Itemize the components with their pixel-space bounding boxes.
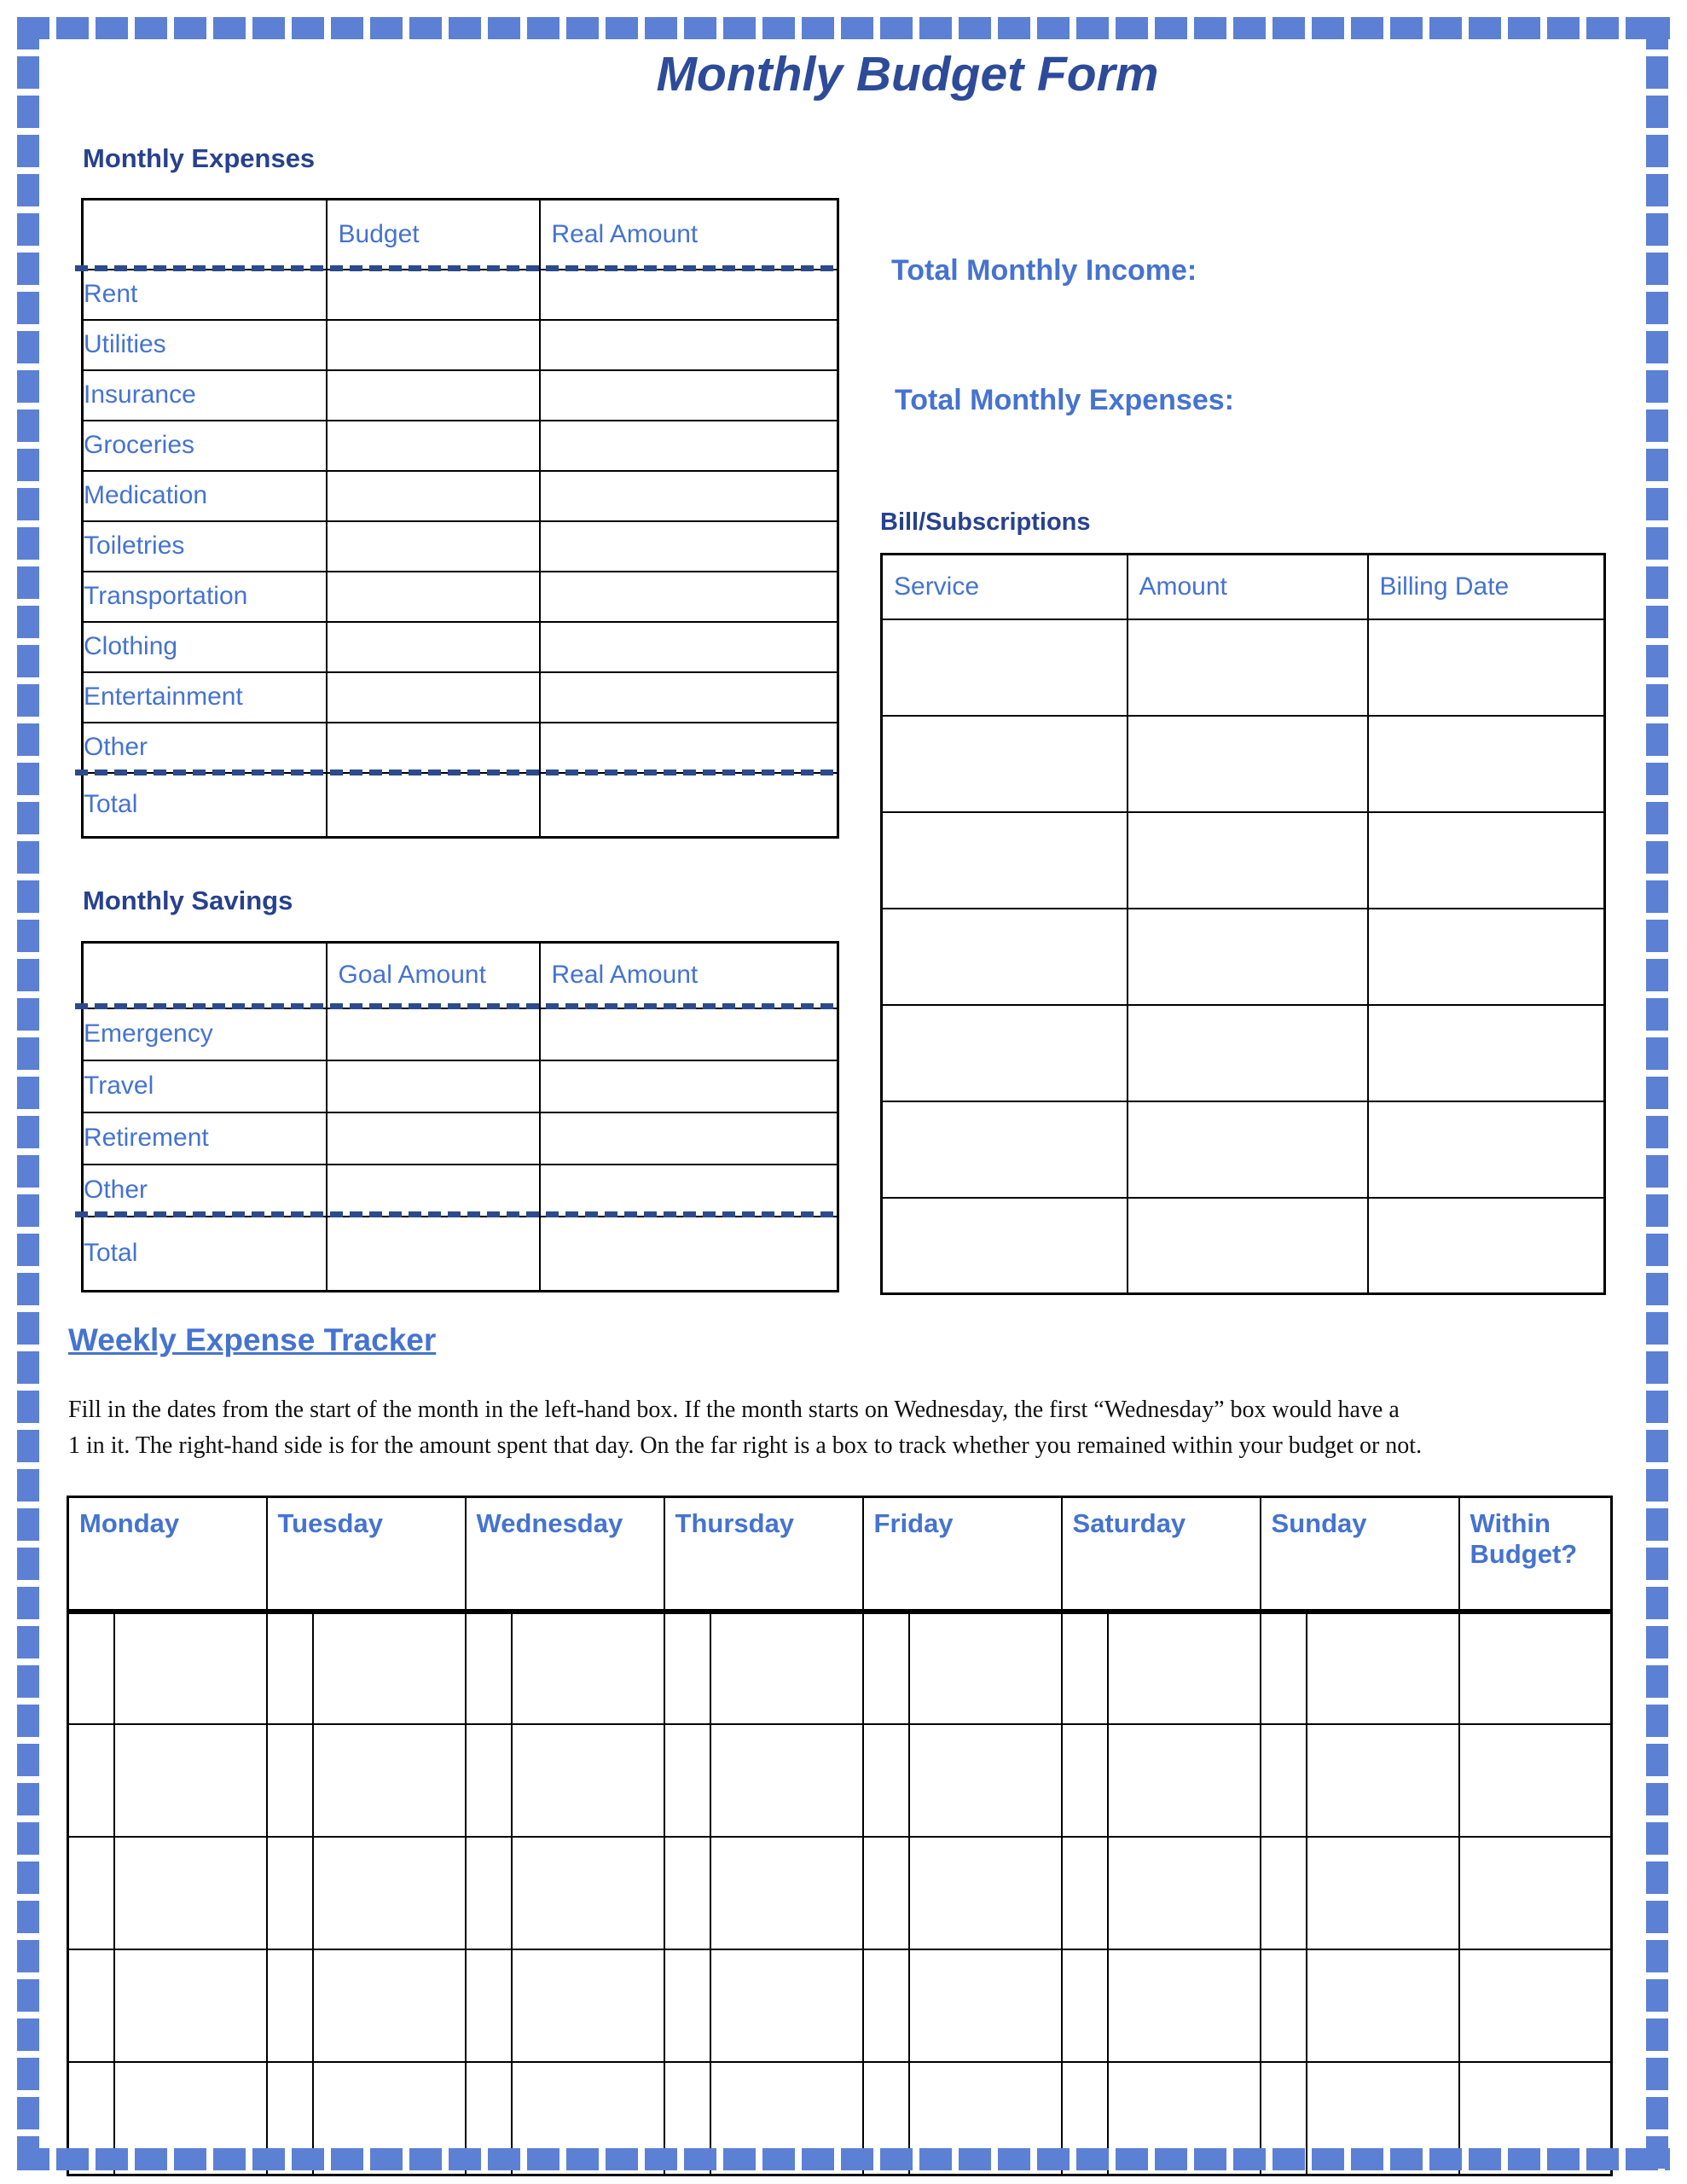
- saving-row: [83, 1008, 838, 1060]
- monthly-expenses-heading: Monthly Expenses: [83, 143, 316, 173]
- tracker-date-cell[interactable]: [1062, 1724, 1108, 1837]
- tracker-amount-cell[interactable]: [313, 1949, 466, 2062]
- tracker-within-budget-cell[interactable]: [1459, 1949, 1612, 2062]
- expense-budget-cell[interactable]: [327, 672, 540, 723]
- tracker-date-cell[interactable]: [267, 1612, 313, 1724]
- savings-header-row: [83, 943, 838, 1008]
- expense-real-amount-cell[interactable]: [540, 521, 838, 572]
- tracker-within-budget-header: Within Budget?: [1459, 1497, 1612, 1612]
- tracker-week-row: [68, 1724, 1612, 1837]
- tracker-date-cell[interactable]: [68, 1949, 114, 2062]
- tracker-amount-cell[interactable]: [909, 1724, 1062, 1837]
- bill-amount-cell[interactable]: [1128, 619, 1368, 716]
- tracker-amount-cell[interactable]: [313, 1612, 466, 1724]
- saving-goal-amount-cell[interactable]: [327, 1112, 540, 1165]
- tracker-week-row: [68, 1837, 1612, 1949]
- expense-row: [83, 521, 838, 572]
- expense-real-amount-cell[interactable]: [540, 370, 838, 421]
- tracker-amount-cell[interactable]: [114, 1837, 267, 1949]
- bills-amount-column-header: Amount: [1128, 555, 1368, 619]
- total-monthly-income-label: Total Monthly Income:: [891, 254, 1197, 287]
- bill-billing-date-cell[interactable]: [1368, 812, 1605, 909]
- weekly-expense-tracker-heading: Weekly Expense Tracker: [68, 1322, 437, 1357]
- expense-real-amount-cell[interactable]: [540, 572, 838, 622]
- tracker-amount-cell[interactable]: [1108, 1724, 1261, 1837]
- monthly-expenses-table: [81, 198, 839, 839]
- expense-real-amount-cell[interactable]: [540, 320, 838, 370]
- expense-row: [83, 572, 838, 622]
- savings-goal-amount-column-header: Goal Amount: [327, 943, 540, 1008]
- monthly-savings-table: [81, 941, 839, 1292]
- expense-category-label: Other: [83, 723, 327, 773]
- tracker-amount-cell[interactable]: [710, 1837, 863, 1949]
- expense-category-label: Toiletries: [83, 521, 327, 572]
- bill-service-cell[interactable]: [882, 619, 1128, 716]
- expense-budget-cell[interactable]: [327, 471, 540, 521]
- expense-category-label: Transportation: [83, 572, 327, 622]
- saving-category-label: Travel: [83, 1060, 327, 1112]
- bill-row: [882, 812, 1605, 909]
- expense-budget-cell[interactable]: [327, 723, 540, 773]
- weekly-expense-tracker-table: [67, 1496, 1613, 2176]
- bill-billing-date-cell[interactable]: [1368, 716, 1605, 812]
- dashed-page-border-left: [17, 17, 39, 2170]
- bill-subscriptions-table: [880, 553, 1606, 1295]
- saving-goal-amount-cell[interactable]: [327, 1165, 540, 1217]
- tracker-within-budget-cell[interactable]: [1459, 1612, 1612, 1724]
- tracker-amount-cell[interactable]: [114, 1612, 267, 1724]
- bill-amount-cell[interactable]: [1128, 1101, 1368, 1198]
- tracker-date-cell[interactable]: [267, 1724, 313, 1837]
- tracker-week-row: [68, 1949, 1612, 2062]
- saving-real-amount-cell[interactable]: [540, 1008, 838, 1060]
- expense-real-amount-cell[interactable]: [540, 471, 838, 521]
- tracker-date-cell[interactable]: [466, 1724, 512, 1837]
- expense-real-amount-cell[interactable]: [540, 622, 838, 672]
- expense-category-label: Groceries: [83, 421, 327, 471]
- expenses-total-row: [83, 773, 838, 838]
- tracker-amount-cell[interactable]: [909, 1612, 1062, 1724]
- tracker-amount-cell[interactable]: [1307, 1837, 1459, 1949]
- tracker-instructions: [68, 1392, 1595, 1464]
- saving-real-amount-cell[interactable]: [540, 1165, 838, 1217]
- tracker-amount-cell[interactable]: [710, 1949, 863, 2062]
- bill-service-cell[interactable]: [882, 1198, 1128, 1294]
- tracker-amount-cell[interactable]: [1307, 1612, 1459, 1724]
- expenses-budget-column-header: Budget: [327, 200, 540, 270]
- tracker-day-header-wednesday: Wednesday: [466, 1497, 664, 1612]
- expense-row: [83, 270, 838, 320]
- bill-billing-date-cell[interactable]: [1368, 619, 1605, 716]
- tracker-amount-cell[interactable]: [512, 1612, 664, 1724]
- tracker-date-cell[interactable]: [664, 1724, 710, 1837]
- bill-amount-cell[interactable]: [1128, 716, 1368, 812]
- saving-row: [83, 1060, 838, 1112]
- saving-row: [83, 1112, 838, 1165]
- expense-budget-cell[interactable]: [327, 270, 540, 320]
- tracker-date-cell[interactable]: [1261, 1724, 1307, 1837]
- tracker-date-cell[interactable]: [664, 1949, 710, 2062]
- tracker-day-header-thursday: Thursday: [664, 1497, 863, 1612]
- bill-subscriptions-heading: Bill/Subscriptions: [880, 508, 1091, 536]
- tracker-date-cell[interactable]: [1062, 1949, 1108, 2062]
- tracker-amount-cell[interactable]: [512, 1949, 664, 2062]
- savings-corner-cell: [83, 943, 327, 1008]
- expense-budget-cell[interactable]: [327, 521, 540, 572]
- savings-header-dashed-line: [75, 1003, 840, 1009]
- tracker-amount-cell[interactable]: [909, 1949, 1062, 2062]
- tracker-date-cell[interactable]: [267, 1949, 313, 2062]
- saving-category-label: Other: [83, 1165, 327, 1217]
- tracker-date-cell[interactable]: [863, 1724, 909, 1837]
- expense-category-label: Clothing: [83, 622, 327, 672]
- tracker-instructions-line1: Fill in the dates from the start of the month in the left-hand box. If the month starts on Wednesday, the first “Wednesday” box would have a: [68, 1397, 1400, 1423]
- tracker-within-budget-cell[interactable]: [1459, 1724, 1612, 1837]
- tracker-amount-cell[interactable]: [313, 1724, 466, 1837]
- tracker-amount-cell[interactable]: [114, 1724, 267, 1837]
- bill-billing-date-cell[interactable]: [1368, 1005, 1605, 1101]
- bill-service-cell[interactable]: [882, 1005, 1128, 1101]
- tracker-date-cell[interactable]: [68, 1724, 114, 1837]
- tracker-week-row: [68, 1612, 1612, 1724]
- expense-row: [83, 320, 838, 370]
- expense-real-amount-cell[interactable]: [540, 270, 838, 320]
- bill-amount-cell[interactable]: [1128, 909, 1368, 1005]
- expense-budget-cell[interactable]: [327, 572, 540, 622]
- bills-header-row: [882, 555, 1605, 619]
- expenses-total-budget-cell[interactable]: [327, 773, 540, 838]
- saving-real-amount-cell[interactable]: [540, 1112, 838, 1165]
- expense-real-amount-cell[interactable]: [540, 672, 838, 723]
- saving-real-amount-cell[interactable]: [540, 1060, 838, 1112]
- tracker-day-header-monday: Monday: [68, 1497, 267, 1612]
- tracker-header-row: [68, 1497, 1612, 1612]
- expense-category-label: Insurance: [83, 370, 327, 421]
- dashed-page-border-top: [17, 17, 1670, 39]
- bill-row: [882, 1005, 1605, 1101]
- expense-category-label: Rent: [83, 270, 327, 320]
- tracker-amount-cell[interactable]: [1307, 1724, 1459, 1837]
- bills-billing-date-column-header: Billing Date: [1368, 555, 1605, 619]
- page-title: Monthly Budget Form: [656, 47, 1159, 102]
- tracker-date-cell[interactable]: [68, 1837, 114, 1949]
- bill-amount-cell[interactable]: [1128, 1198, 1368, 1294]
- expenses-total-real-cell[interactable]: [540, 773, 838, 838]
- bill-row: [882, 619, 1605, 716]
- expense-real-amount-cell[interactable]: [540, 723, 838, 773]
- tracker-date-cell[interactable]: [664, 1612, 710, 1724]
- savings-real-amount-column-header: Real Amount: [540, 943, 838, 1008]
- tracker-date-cell[interactable]: [863, 1612, 909, 1724]
- expense-category-label: Medication: [83, 471, 327, 521]
- tracker-amount-cell[interactable]: [1307, 1949, 1459, 2062]
- bills-service-column-header: Service: [882, 555, 1128, 619]
- expenses-corner-cell: [83, 200, 327, 270]
- tracker-amount-cell[interactable]: [710, 1724, 863, 1837]
- expenses-total-dashed-line: [75, 770, 840, 775]
- tracker-date-cell[interactable]: [1261, 1612, 1307, 1724]
- savings-total-goal-cell[interactable]: [327, 1217, 540, 1292]
- saving-category-label: Emergency: [83, 1008, 327, 1060]
- expense-row: [83, 421, 838, 471]
- tracker-amount-cell[interactable]: [313, 1837, 466, 1949]
- tracker-day-header-saturday: Saturday: [1062, 1497, 1261, 1612]
- savings-total-row: [83, 1217, 838, 1292]
- bill-billing-date-cell[interactable]: [1368, 1198, 1605, 1294]
- expense-category-label: Utilities: [83, 320, 327, 370]
- bill-service-cell[interactable]: [882, 1101, 1128, 1198]
- tracker-day-header-tuesday: Tuesday: [267, 1497, 466, 1612]
- tracker-date-cell[interactable]: [664, 1837, 710, 1949]
- saving-goal-amount-cell[interactable]: [327, 1008, 540, 1060]
- tracker-within-budget-cell[interactable]: [1459, 1837, 1612, 1949]
- expense-row: [83, 622, 838, 672]
- dashed-page-border-bottom: [17, 2148, 1670, 2170]
- tracker-amount-cell[interactable]: [512, 1837, 664, 1949]
- total-monthly-expenses-label: Total Monthly Expenses:: [895, 384, 1234, 416]
- monthly-savings-heading: Monthly Savings: [83, 886, 293, 915]
- bill-billing-date-cell[interactable]: [1368, 909, 1605, 1005]
- expense-row: [83, 723, 838, 773]
- expense-budget-cell[interactable]: [327, 421, 540, 471]
- bill-service-cell[interactable]: [882, 716, 1128, 812]
- tracker-date-cell[interactable]: [466, 1949, 512, 2062]
- tracker-amount-cell[interactable]: [1108, 1949, 1261, 2062]
- savings-total-dashed-line: [75, 1211, 840, 1217]
- saving-goal-amount-cell[interactable]: [327, 1060, 540, 1112]
- expense-row: [83, 471, 838, 521]
- tracker-amount-cell[interactable]: [909, 1837, 1062, 1949]
- tracker-amount-cell[interactable]: [1108, 1612, 1261, 1724]
- expense-budget-cell[interactable]: [327, 622, 540, 672]
- bill-amount-cell[interactable]: [1128, 1005, 1368, 1101]
- bill-service-cell[interactable]: [882, 812, 1128, 909]
- expense-row: [83, 370, 838, 421]
- tracker-amount-cell[interactable]: [1108, 1837, 1261, 1949]
- tracker-amount-cell[interactable]: [512, 1724, 664, 1837]
- tracker-date-cell[interactable]: [466, 1612, 512, 1724]
- expense-budget-cell[interactable]: [327, 370, 540, 421]
- savings-total-real-cell[interactable]: [540, 1217, 838, 1292]
- tracker-amount-cell[interactable]: [710, 1612, 863, 1724]
- bill-row: [882, 909, 1605, 1005]
- expenses-header-row: [83, 200, 838, 270]
- tracker-date-cell[interactable]: [267, 1837, 313, 1949]
- bill-billing-date-cell[interactable]: [1368, 1101, 1605, 1198]
- tracker-date-cell[interactable]: [863, 1837, 909, 1949]
- savings-total-label: Total: [83, 1217, 327, 1292]
- expenses-total-label: Total: [83, 773, 327, 838]
- bill-row: [882, 1101, 1605, 1198]
- tracker-date-cell[interactable]: [68, 1612, 114, 1724]
- tracker-date-cell[interactable]: [1062, 1612, 1108, 1724]
- tracker-date-cell[interactable]: [863, 1949, 909, 2062]
- bill-amount-cell[interactable]: [1128, 812, 1368, 909]
- expenses-header-dashed-line: [75, 265, 840, 271]
- dashed-page-border-right: [1646, 17, 1668, 2170]
- tracker-day-header-sunday: Sunday: [1261, 1497, 1459, 1612]
- expense-budget-cell[interactable]: [327, 320, 540, 370]
- tracker-date-cell[interactable]: [1261, 1837, 1307, 1949]
- tracker-date-cell[interactable]: [1062, 1837, 1108, 1949]
- expenses-real-amount-column-header: Real Amount: [540, 200, 838, 270]
- expense-real-amount-cell[interactable]: [540, 421, 838, 471]
- expense-row: [83, 672, 838, 723]
- tracker-day-header-friday: Friday: [863, 1497, 1062, 1612]
- saving-category-label: Retirement: [83, 1112, 327, 1165]
- bill-row: [882, 1198, 1605, 1294]
- tracker-date-cell[interactable]: [466, 1837, 512, 1949]
- bill-service-cell[interactable]: [882, 909, 1128, 1005]
- tracker-date-cell[interactable]: [1261, 1949, 1307, 2062]
- expense-category-label: Entertainment: [83, 672, 327, 723]
- bill-row: [882, 716, 1605, 812]
- saving-row: [83, 1165, 838, 1217]
- tracker-amount-cell[interactable]: [114, 1949, 267, 2062]
- tracker-instructions-line2: 1 in it. The right-hand side is for the amount spent that day. On the far right is a box to track whether you remained within your budget or not.: [68, 1432, 1423, 1459]
